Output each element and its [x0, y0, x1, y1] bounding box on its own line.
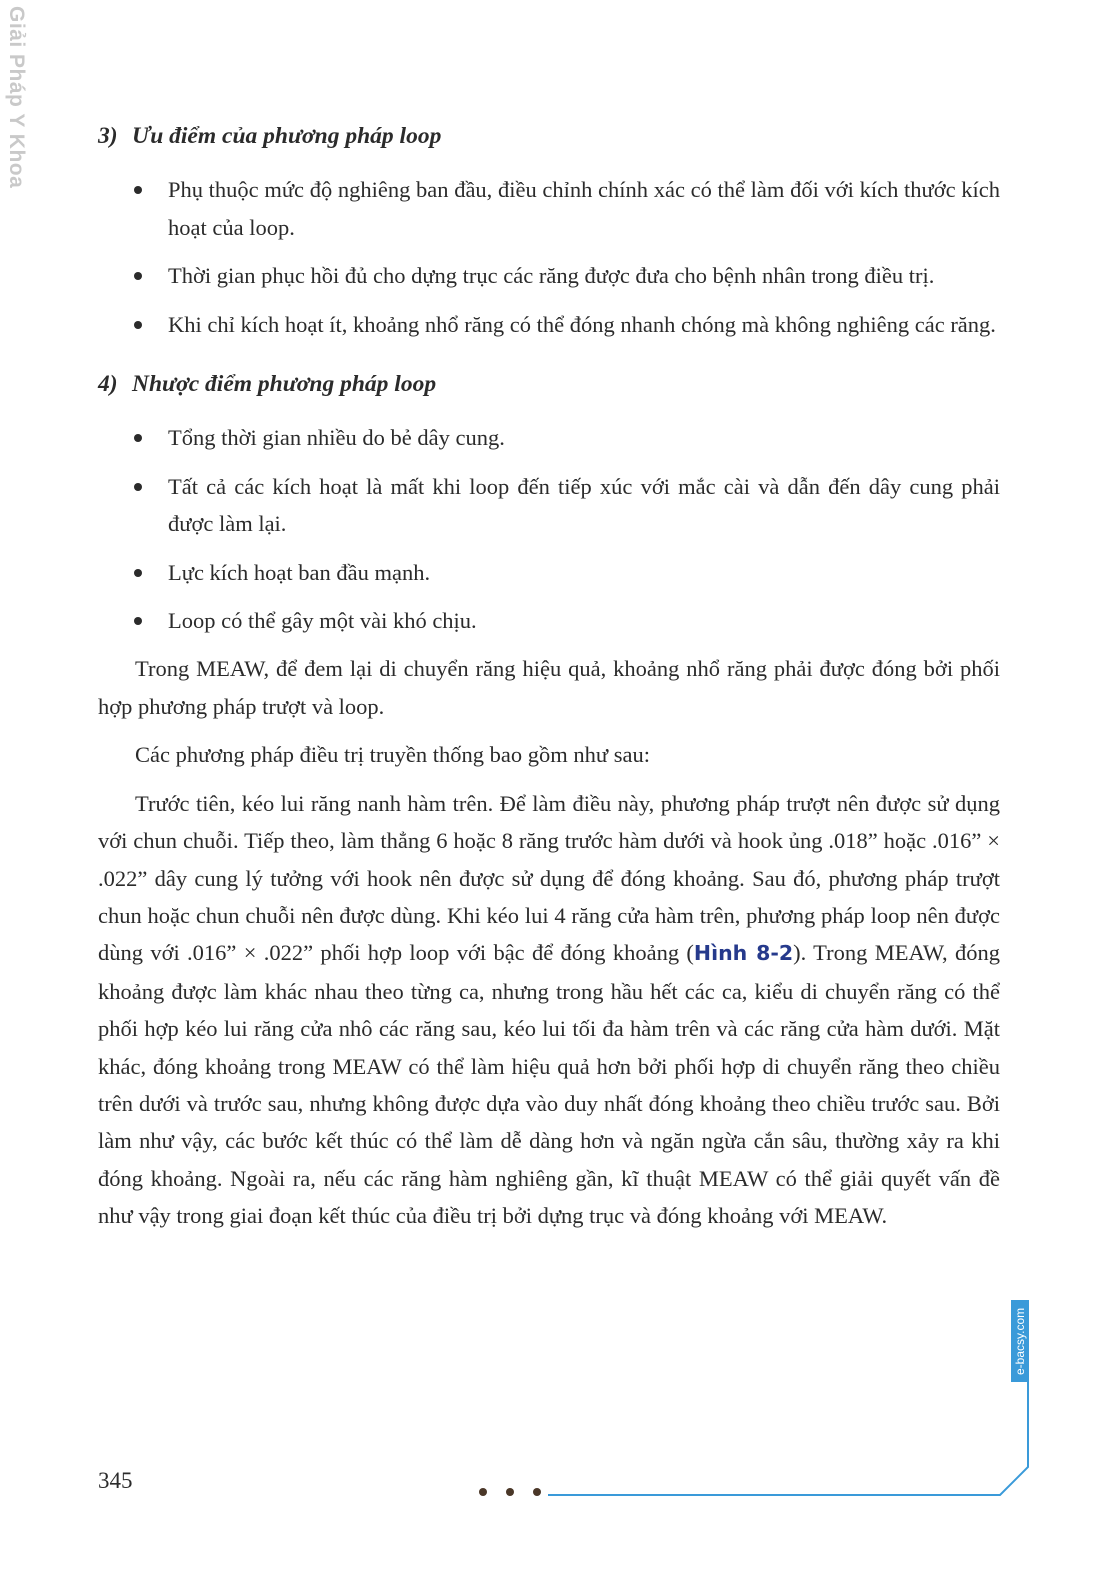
section-4-number: 4)	[98, 371, 118, 398]
list-item-text: Khi chỉ kích hoạt ít, khoảng nhổ răng có thể đóng nhanh chóng mà không nghiêng các răng.	[168, 311, 996, 337]
section-3-title: Ưu điểm của phương pháp loop	[132, 123, 442, 149]
list-item-text: Tất cả các kích hoạt là mất khi loop đến tiếp xúc với mắc cài và dẫn đến dây cung phải được làm lại.	[168, 473, 1000, 537]
paragraph-meaw-space-closure: Trong MEAW, để đem lại di chuyển răng hiệu quả, khoảng nhổ răng phải được đóng bởi phối hợp phương pháp trượt và loop.	[98, 656, 1000, 719]
list-item-text: Loop có thể gây một vài khó chịu.	[168, 608, 477, 634]
paragraph-traditional-methods: Các phương pháp điều trị truyền thống bao gồm như sau:	[135, 742, 650, 768]
list-item-text: Tổng thời gian nhiều do bẻ dây cung.	[168, 425, 505, 451]
page-number: 345	[98, 1468, 133, 1493]
section-3-number: 3)	[98, 123, 118, 149]
list-item-text: Phụ thuộc mức độ nghiêng ban đầu, điều chỉnh chính xác có thể làm đối với kích thước kích hoạt của loop.	[168, 177, 1000, 240]
figure-reference-link[interactable]: Hình 8-2	[693, 941, 794, 966]
paragraph-text: ). Trong MEAW, đóng khoảng được làm khác nhau theo từng ca, nhưng trong hầu hết các ca, kiểu di chuyển răng có thể phối hợp kéo lui răng cửa nhô các răng sau, kéo lui tối đa hàm trên và các răng cửa hàm dưới. Mặt khác, đóng khoảng trong MEAW có thể làm hiệu quả hơn bởi phối hợp di chuyển răng theo chiều trên dưới và trước sau, nhưng không được dựa vào duy nhất đóng khoảng theo chiều trước sau. Bởi làm như vậy, các bước kết thúc có thể làm dễ dàng hơn và ngăn ngừa cắn sâu, thường xảy ra khi đóng khoảng. Ngoài ra, nếu các răng hàm nghiêng gần, kĩ thuật MEAW có thể giải quyết vấn đề như vậy trong giai đoạn kết thúc của điều trị bởi dựng trục và đóng khoảng với MEAW.	[98, 940, 1001, 1229]
list-item-text: Thời gian phục hồi đủ cho dựng trục các răng được đưa cho bệnh nhân trong điều trị.	[168, 263, 935, 289]
list-item-text: Lực kích hoạt ban đầu mạnh.	[168, 559, 431, 585]
paragraph-text: Trước tiên, kéo lui răng nanh hàm trên. Để làm điều này, phương pháp trượt nên được sử dụng với chun chuỗi. Tiếp theo, làm thẳng 6 hoặc 8 răng trước hàm dưới và hook ủng .018” hoặc .016” × .022” dây cung lý tưởng với hook nên được sử dụng để đóng khoảng. Sau đó, phương pháp trượt chun hoặc chun chuỗi nên được dùng. Khi kéo lui 4 răng cửa hàm trên, phương pháp loop nên được dùng với .016” × .022” phối hợp loop với bậc để đóng khoảng (	[98, 790, 1000, 966]
section-4-title: Nhược điểm phương pháp loop	[132, 371, 437, 398]
side-watermark: Giải Pháp Y Khoa	[5, 6, 28, 189]
site-mark: e-bacsy.com	[1011, 1300, 1029, 1382]
